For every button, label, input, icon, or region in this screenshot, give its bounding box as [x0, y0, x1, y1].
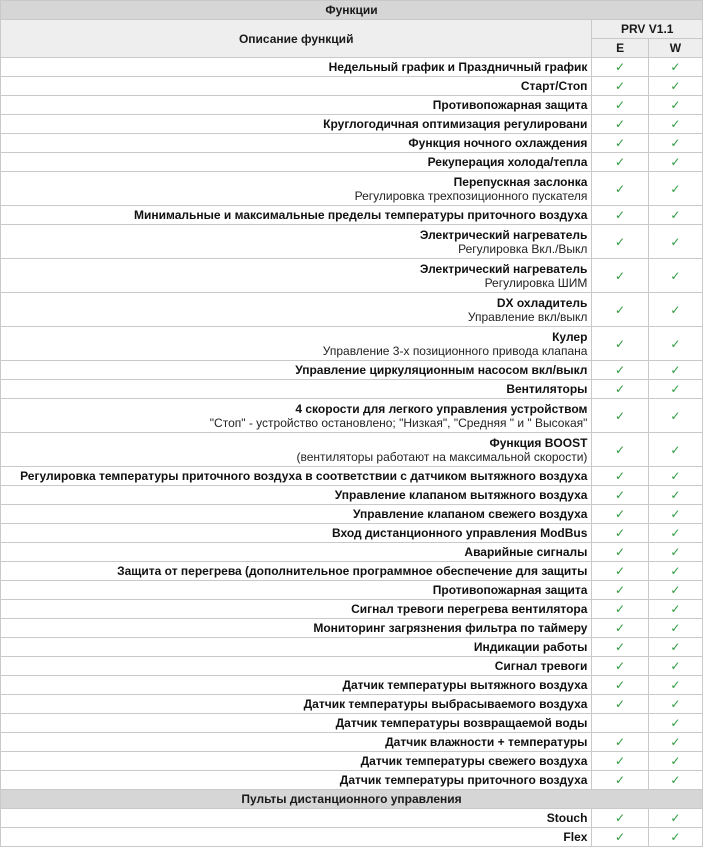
check-cell-w	[648, 809, 702, 828]
checkmark-icon: ✓	[670, 602, 681, 616]
table-row	[1, 600, 703, 619]
checkmark-icon: ✓	[615, 336, 626, 351]
checkmark-icon: ✓	[615, 811, 626, 825]
check-cell-w	[648, 467, 702, 486]
table-row	[1, 134, 703, 153]
function-description	[1, 134, 592, 153]
checkmark-icon: ✓	[615, 181, 626, 196]
check-cell-e	[592, 733, 648, 752]
table-row	[1, 399, 703, 433]
checkmark-icon: ✓	[670, 488, 681, 502]
function-name: Кулер	[552, 329, 588, 344]
function-detail: "Стоп" - устройство остановлено; "Низкая", "Средняя " и " Высокая"	[209, 415, 588, 430]
function-name: Датчик температуры выбрасываемого воздуха	[303, 697, 588, 711]
check-cell-w	[648, 399, 702, 433]
table-row	[1, 657, 703, 676]
function-description	[1, 172, 592, 206]
check-cell-e	[592, 293, 648, 327]
function-description	[1, 619, 592, 638]
checkmark-icon: ✓	[670, 716, 681, 730]
table-row	[1, 543, 703, 562]
function-detail: Регулировка Вкл./Выкл	[458, 241, 588, 256]
checkmark-icon: ✓	[615, 79, 626, 93]
function-name: Электрический нагреватель	[419, 261, 588, 276]
function-detail: Управление 3-х позиционного привода клапана	[322, 343, 588, 358]
function-description	[1, 486, 592, 505]
check-cell-e	[592, 115, 648, 134]
column-e-label: E	[592, 39, 648, 58]
checkmark-icon: ✓	[670, 811, 681, 825]
function-detail: Регулировка трехпозиционного пускателя	[354, 188, 588, 203]
checkmark-icon: ✓	[615, 155, 626, 169]
table-row	[1, 58, 703, 77]
check-cell-e	[592, 619, 648, 638]
function-name: Противопожарная защита	[432, 583, 588, 597]
table-row	[1, 206, 703, 225]
check-cell-w	[648, 486, 702, 505]
check-cell-e	[592, 134, 648, 153]
checkmark-icon: ✓	[615, 302, 626, 317]
check-cell-e	[592, 752, 648, 771]
function-description	[1, 638, 592, 657]
checkmark-icon: ✓	[670, 469, 681, 483]
checkmark-icon: ✓	[615, 363, 626, 377]
check-cell-w	[648, 771, 702, 790]
checkmark-icon: ✓	[615, 583, 626, 597]
section-header-remote	[1, 790, 703, 809]
check-cell-e	[592, 96, 648, 115]
function-description	[1, 153, 592, 172]
check-cell-e	[592, 433, 648, 467]
check-cell-e	[592, 327, 648, 361]
check-cell-e	[592, 676, 648, 695]
table-row	[1, 676, 703, 695]
check-cell-w	[648, 505, 702, 524]
checkmark-icon: ✓	[670, 117, 681, 131]
function-name: Управление клапаном вытяжного воздуха	[334, 488, 588, 502]
table-row	[1, 153, 703, 172]
checkmark-icon: ✓	[670, 98, 681, 112]
checkmark-icon: ✓	[615, 234, 626, 249]
check-cell-e	[592, 77, 648, 96]
function-description	[1, 259, 592, 293]
checkmark-icon: ✓	[670, 60, 681, 74]
function-name: Сигнал тревоги	[494, 659, 588, 673]
function-detail: Управление вкл/выкл	[467, 309, 588, 324]
check-cell-e	[592, 695, 648, 714]
table-row	[1, 771, 703, 790]
checkmark-icon: ✓	[615, 136, 626, 150]
checkmark-icon: ✓	[670, 583, 681, 597]
function-name: Мониторинг загрязнения фильтра по таймеру	[313, 621, 588, 635]
remote-section-title: Пульты дистанционного управления	[1, 790, 703, 809]
check-cell-e	[592, 581, 648, 600]
check-cell-e	[592, 562, 648, 581]
check-cell-e	[592, 638, 648, 657]
function-name: Противопожарная защита	[432, 98, 588, 112]
checkmark-icon: ✓	[670, 155, 681, 169]
table-row	[1, 505, 703, 524]
checkmark-icon: ✓	[615, 735, 626, 749]
function-description	[1, 828, 592, 847]
check-cell-w	[648, 600, 702, 619]
function-name: Аварийные сигналы	[464, 545, 588, 559]
check-cell-w	[648, 172, 702, 206]
checkmark-icon: ✓	[670, 545, 681, 559]
function-description	[1, 676, 592, 695]
checkmark-icon: ✓	[615, 621, 626, 635]
checkmark-icon: ✓	[615, 640, 626, 654]
table-row	[1, 524, 703, 543]
check-cell-w	[648, 380, 702, 399]
checkmark-icon: ✓	[670, 234, 681, 249]
check-cell-w	[648, 153, 702, 172]
function-name: Управление клапаном свежего воздуха	[352, 507, 588, 521]
function-name: Датчик температуры возвращаемой воды	[335, 716, 588, 730]
check-cell-w	[648, 206, 702, 225]
check-cell-e	[592, 399, 648, 433]
checkmark-icon: ✓	[670, 754, 681, 768]
function-description	[1, 524, 592, 543]
function-description	[1, 581, 592, 600]
checkmark-icon: ✓	[670, 640, 681, 654]
table-row	[1, 115, 703, 134]
check-cell-w	[648, 134, 702, 153]
checkmark-icon: ✓	[670, 382, 681, 396]
check-cell-w	[648, 714, 702, 733]
checkmark-icon: ✓	[670, 621, 681, 635]
checkmark-icon: ✓	[670, 79, 681, 93]
checkmark-icon: ✓	[615, 564, 626, 578]
checkmark-icon: ✓	[670, 735, 681, 749]
check-cell-e	[592, 361, 648, 380]
check-cell-w	[648, 695, 702, 714]
check-cell-w	[648, 619, 702, 638]
check-cell-e	[592, 828, 648, 847]
table-row	[1, 77, 703, 96]
check-cell-e	[592, 225, 648, 259]
checkmark-icon: ✓	[670, 181, 681, 196]
version-label: PRV V1.1	[592, 20, 703, 39]
check-cell-w	[648, 752, 702, 771]
function-name: Старт/Стоп	[520, 79, 588, 93]
table-row	[1, 486, 703, 505]
function-name: Датчик влажности + температуры	[385, 735, 588, 749]
check-cell-w	[648, 524, 702, 543]
table-row	[1, 638, 703, 657]
check-cell-w	[648, 225, 702, 259]
checkmark-icon: ✓	[615, 382, 626, 396]
column-header-row	[1, 20, 703, 39]
function-name: Индикации работы	[473, 640, 588, 654]
table-row	[1, 172, 703, 206]
function-description	[1, 433, 592, 467]
checkmark-icon: ✓	[615, 98, 626, 112]
checkmark-icon: ✓	[670, 208, 681, 222]
function-name: Функция BOOST	[489, 435, 588, 450]
function-description	[1, 467, 592, 486]
check-cell-e	[592, 771, 648, 790]
functions-title: Функции	[1, 1, 703, 20]
table-row	[1, 225, 703, 259]
checkmark-icon: ✓	[615, 659, 626, 673]
check-cell-w	[648, 327, 702, 361]
check-cell-e	[592, 714, 648, 733]
checkmark-icon: ✓	[615, 117, 626, 131]
function-name: DX охладитель	[496, 295, 588, 310]
function-description	[1, 695, 592, 714]
function-description	[1, 77, 592, 96]
function-description	[1, 562, 592, 581]
checkmark-icon: ✓	[615, 408, 626, 423]
checkmark-icon: ✓	[615, 268, 626, 283]
function-name: Сигнал тревоги перегрева вентилятора	[351, 602, 588, 616]
checkmark-icon: ✓	[670, 659, 681, 673]
function-description	[1, 206, 592, 225]
checkmark-icon: ✓	[615, 208, 626, 222]
function-name: Регулировка температуры приточного воздуха в соответствии с датчиком вытяжного воздуха	[20, 469, 588, 483]
table-row	[1, 562, 703, 581]
function-description	[1, 733, 592, 752]
function-description	[1, 293, 592, 327]
function-description	[1, 543, 592, 562]
checkmark-icon: ✓	[615, 60, 626, 74]
function-name: 4 скорости для легкого управления устройством	[295, 401, 588, 416]
function-description	[1, 96, 592, 115]
check-cell-e	[592, 206, 648, 225]
table-row	[1, 293, 703, 327]
function-name: Вход дистанционного управления ModBus	[331, 526, 588, 540]
function-name: Датчик температуры свежего воздуха	[360, 754, 588, 768]
checkmark-icon: ✓	[615, 488, 626, 502]
function-description	[1, 809, 592, 828]
function-name: Датчик температуры приточного воздуха	[339, 773, 588, 787]
check-cell-e	[592, 657, 648, 676]
checkmark-icon: ✓	[670, 336, 681, 351]
check-cell-e	[592, 505, 648, 524]
checkmark-icon: ✓	[670, 830, 681, 844]
check-cell-w	[648, 676, 702, 695]
function-description	[1, 380, 592, 399]
checkmark-icon: ✓	[670, 268, 681, 283]
function-name: Вентиляторы	[506, 382, 588, 396]
function-name: Круглогодичная оптимизация регулировани	[323, 117, 588, 131]
checkmark-icon: ✓	[615, 602, 626, 616]
function-name: Функция ночного охлаждения	[408, 136, 588, 150]
function-description	[1, 327, 592, 361]
function-description	[1, 600, 592, 619]
checkmark-icon: ✓	[615, 754, 626, 768]
check-cell-e	[592, 153, 648, 172]
checkmark-icon: ✓	[670, 697, 681, 711]
function-description	[1, 361, 592, 380]
table-row	[1, 327, 703, 361]
function-name: Датчик температуры вытяжного воздуха	[342, 678, 588, 692]
checkmark-icon: ✓	[615, 697, 626, 711]
check-cell-e	[592, 467, 648, 486]
checkmark-icon: ✓	[615, 526, 626, 540]
checkmark-icon: ✓	[670, 678, 681, 692]
function-detail: (вентиляторы работают на максимальной скорости)	[296, 449, 588, 464]
table-row	[1, 361, 703, 380]
table-row	[1, 467, 703, 486]
check-cell-e	[592, 600, 648, 619]
checkmark-icon: ✓	[615, 507, 626, 521]
check-cell-w	[648, 638, 702, 657]
check-cell-w	[648, 733, 702, 752]
checkmark-icon: ✓	[615, 678, 626, 692]
checkmark-icon: ✓	[615, 830, 626, 844]
check-cell-w	[648, 543, 702, 562]
check-cell-e	[592, 524, 648, 543]
checkmark-icon: ✓	[670, 773, 681, 787]
check-cell-e	[592, 809, 648, 828]
function-description	[1, 752, 592, 771]
table-row	[1, 619, 703, 638]
function-description	[1, 115, 592, 134]
function-description	[1, 225, 592, 259]
check-cell-w	[648, 433, 702, 467]
table-row	[1, 695, 703, 714]
function-name: Flex	[563, 830, 588, 844]
checkmark-icon: ✓	[670, 408, 681, 423]
table-row	[1, 259, 703, 293]
section-header-functions	[1, 1, 703, 20]
check-cell-w	[648, 58, 702, 77]
check-cell-w	[648, 361, 702, 380]
checkmark-icon: ✓	[615, 773, 626, 787]
function-description	[1, 58, 592, 77]
check-cell-w	[648, 115, 702, 134]
check-cell-w	[648, 581, 702, 600]
check-cell-e	[592, 380, 648, 399]
check-cell-w	[648, 259, 702, 293]
function-description	[1, 771, 592, 790]
checkmark-icon: ✓	[670, 526, 681, 540]
function-name: Электрический нагреватель	[419, 227, 588, 242]
function-description	[1, 505, 592, 524]
check-cell-w	[648, 562, 702, 581]
table-row	[1, 752, 703, 771]
table-row	[1, 433, 703, 467]
check-cell-w	[648, 293, 702, 327]
checkmark-icon: ✓	[670, 302, 681, 317]
function-name: Защита от перегрева (дополнительное программное обеспечение для защиты	[117, 564, 588, 578]
checkmark-icon: ✓	[670, 507, 681, 521]
function-description	[1, 399, 592, 433]
checkmark-icon: ✓	[670, 363, 681, 377]
check-cell-w	[648, 828, 702, 847]
table-row	[1, 581, 703, 600]
check-cell-w	[648, 96, 702, 115]
table-row	[1, 733, 703, 752]
table-row	[1, 714, 703, 733]
table-row	[1, 96, 703, 115]
checkmark-icon: ✓	[615, 442, 626, 457]
function-name: Stouch	[546, 811, 588, 825]
description-title: Описание функций	[1, 20, 592, 58]
check-cell-w	[648, 657, 702, 676]
function-name: Управление циркуляционным насосом вкл/выкл	[295, 363, 588, 377]
check-cell-e	[592, 259, 648, 293]
column-w-label: W	[648, 39, 702, 58]
check-cell-e	[592, 486, 648, 505]
function-name: Рекуперация холода/тепла	[427, 155, 588, 169]
function-detail: Регулировка ШИМ	[484, 275, 588, 290]
table-row	[1, 809, 703, 828]
check-cell-w	[648, 77, 702, 96]
check-cell-e	[592, 543, 648, 562]
check-cell-e	[592, 58, 648, 77]
table-row	[1, 380, 703, 399]
checkmark-icon: ✓	[670, 564, 681, 578]
function-description	[1, 657, 592, 676]
function-description	[1, 714, 592, 733]
checkmark-icon: ✓	[670, 442, 681, 457]
checkmark-icon: ✓	[615, 545, 626, 559]
function-name: Минимальные и максимальные пределы температуры приточного воздуха	[134, 208, 588, 222]
function-name: Перепускная заслонка	[453, 174, 588, 189]
check-cell-e	[592, 172, 648, 206]
checkmark-icon: ✓	[670, 136, 681, 150]
checkmark-icon: ✓	[615, 469, 626, 483]
table-row	[1, 828, 703, 847]
function-name: Недельный график и Праздничный график	[328, 60, 588, 74]
